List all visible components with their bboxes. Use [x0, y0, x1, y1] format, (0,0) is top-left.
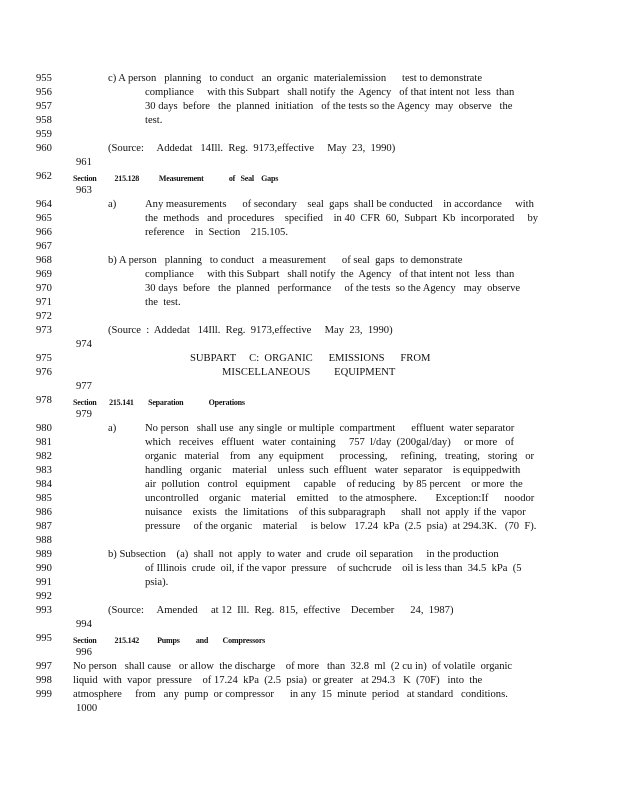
line-number: 982: [36, 451, 52, 462]
line-number: 978: [36, 395, 52, 406]
line-number: 993: [36, 605, 52, 616]
line-number: 958: [36, 115, 52, 126]
text-line: b) Subsection (a) shall not apply to water and crude oil separation in the production: [108, 549, 499, 560]
line-number: 989: [36, 549, 52, 560]
text-line: test.: [145, 115, 163, 126]
text-line: uncontrolled organic material emitted to the atmosphere. Exception:If noodor: [145, 493, 535, 504]
line-number: 963: [76, 185, 92, 196]
text-line: compliance with this Subpart shall notify the Agency of that intent not less than: [145, 87, 515, 98]
source-note: (Source : Addedat 14Ill. Reg. 9173,effective May 23, 1990): [108, 325, 393, 336]
line-number: 990: [36, 563, 52, 574]
text-line: of Illinois crude oil, if the vapor pressure of suchcrude oil is less than 34.5 kPa (5: [145, 563, 522, 574]
line-number: 999: [36, 689, 52, 700]
line-number: 955: [36, 73, 52, 84]
line-number: 991: [36, 577, 52, 588]
text-line: No person shall cause or allow the discharge of more than 32.8 ml (2 cu in) of volatile organic: [73, 661, 513, 672]
line-number: 988: [36, 535, 52, 546]
line-number: 970: [36, 283, 52, 294]
line-number: 976: [36, 367, 52, 378]
line-number: 981: [36, 437, 52, 448]
text-line: atmosphere from any pump or compressor in any 15 minute period at standard conditions.: [73, 689, 508, 700]
text-line: No person shall use any single or multiple compartment effluent water separator: [145, 423, 515, 434]
text-line: the test.: [145, 297, 181, 308]
line-number: 973: [36, 325, 52, 336]
section-heading: Section 215.141 Separation Operations: [73, 398, 245, 407]
text-line: Any measurements of secondary seal gaps shall be conducted in accordance with: [145, 199, 534, 210]
line-number: 968: [36, 255, 52, 266]
line-number: 969: [36, 269, 52, 280]
line-number: 962: [36, 171, 52, 182]
subpart-heading: MISCELLANEOUS EQUIPMENT: [222, 367, 396, 378]
text-line: liquid with vapor pressure of 17.24 kPa (2.5 psia) or greater at 294.3 K (70F) into the: [73, 675, 483, 686]
line-number: 966: [36, 227, 52, 238]
line-number: 957: [36, 101, 52, 112]
line-number: 995: [36, 633, 52, 644]
line-number: 956: [36, 87, 52, 98]
text-line: reference in Section 215.105.: [145, 227, 288, 238]
line-number: 960: [36, 143, 52, 154]
subpart-heading: SUBPART C: ORGANIC EMISSIONS FROM: [190, 353, 431, 364]
line-number: 961: [76, 157, 92, 168]
line-number: 959: [36, 129, 52, 140]
line-number: 971: [36, 297, 52, 308]
line-number: 992: [36, 591, 52, 602]
text-line: air pollution control equipment capable of reducing by 85 percent or more the: [145, 479, 523, 490]
text-line: b) A person planning to conduct a measurement of seal gaps to demonstrate: [108, 255, 463, 266]
line-number: 986: [36, 507, 52, 518]
line-number: 967: [36, 241, 52, 252]
line-number: 987: [36, 521, 52, 532]
line-number: 1000: [76, 703, 98, 714]
list-marker: a): [108, 423, 117, 434]
line-number: 977: [76, 381, 92, 392]
text-line: handling organic material unless such effluent water separator is equippedwith: [145, 465, 521, 476]
line-number: 964: [36, 199, 52, 210]
list-marker: a): [108, 199, 117, 210]
text-line: 30 days before the planned performance of the tests so the Agency may observe: [145, 283, 521, 294]
line-number: 979: [76, 409, 92, 420]
text-line: nuisance exists the limitations of this subparagraph shall not apply if the vapor: [145, 507, 526, 518]
text-line: which receives effluent water containing 757 l/day (200gal/day) or more of: [145, 437, 515, 448]
text-line: compliance with this Subpart shall notify the Agency of that intent not less than: [145, 269, 515, 280]
text-line: psia).: [145, 577, 169, 588]
section-heading: Section 215.142 Pumps and Compressors: [73, 636, 266, 645]
source-note: (Source: Amended at 12 Ill. Reg. 815, effective December 24, 1987): [108, 605, 454, 616]
line-number: 996: [76, 647, 92, 658]
line-number: 983: [36, 465, 52, 476]
line-number: 994: [76, 619, 92, 630]
text-line: the methods and procedures specified in 40 CFR 60, Subpart Kb incorporated by: [145, 213, 539, 224]
line-number: 972: [36, 311, 52, 322]
line-number: 980: [36, 423, 52, 434]
section-heading: Section 215.128 Measurement of Seal Gaps: [73, 174, 279, 183]
line-number: 984: [36, 479, 52, 490]
line-number: 998: [36, 675, 52, 686]
text-line: organic material from any equipment processing, refining, treating, storing or: [145, 451, 535, 462]
text-line: pressure of the organic material is below 17.24 kPa (2.5 psia) at 294.3K. (70 F).: [145, 521, 537, 532]
source-note: (Source: Addedat 14Ill. Reg. 9173,effective May 23, 1990): [108, 143, 396, 154]
line-number: 974: [76, 339, 92, 350]
line-number: 975: [36, 353, 52, 364]
line-number: 997: [36, 661, 52, 672]
text-line: 30 days before the planned initiation of the tests so the Agency may observe the: [145, 101, 513, 112]
line-number: 965: [36, 213, 52, 224]
text-line: c) A person planning to conduct an organic materialemission test to demonstrate: [108, 73, 483, 84]
line-number: 985: [36, 493, 52, 504]
